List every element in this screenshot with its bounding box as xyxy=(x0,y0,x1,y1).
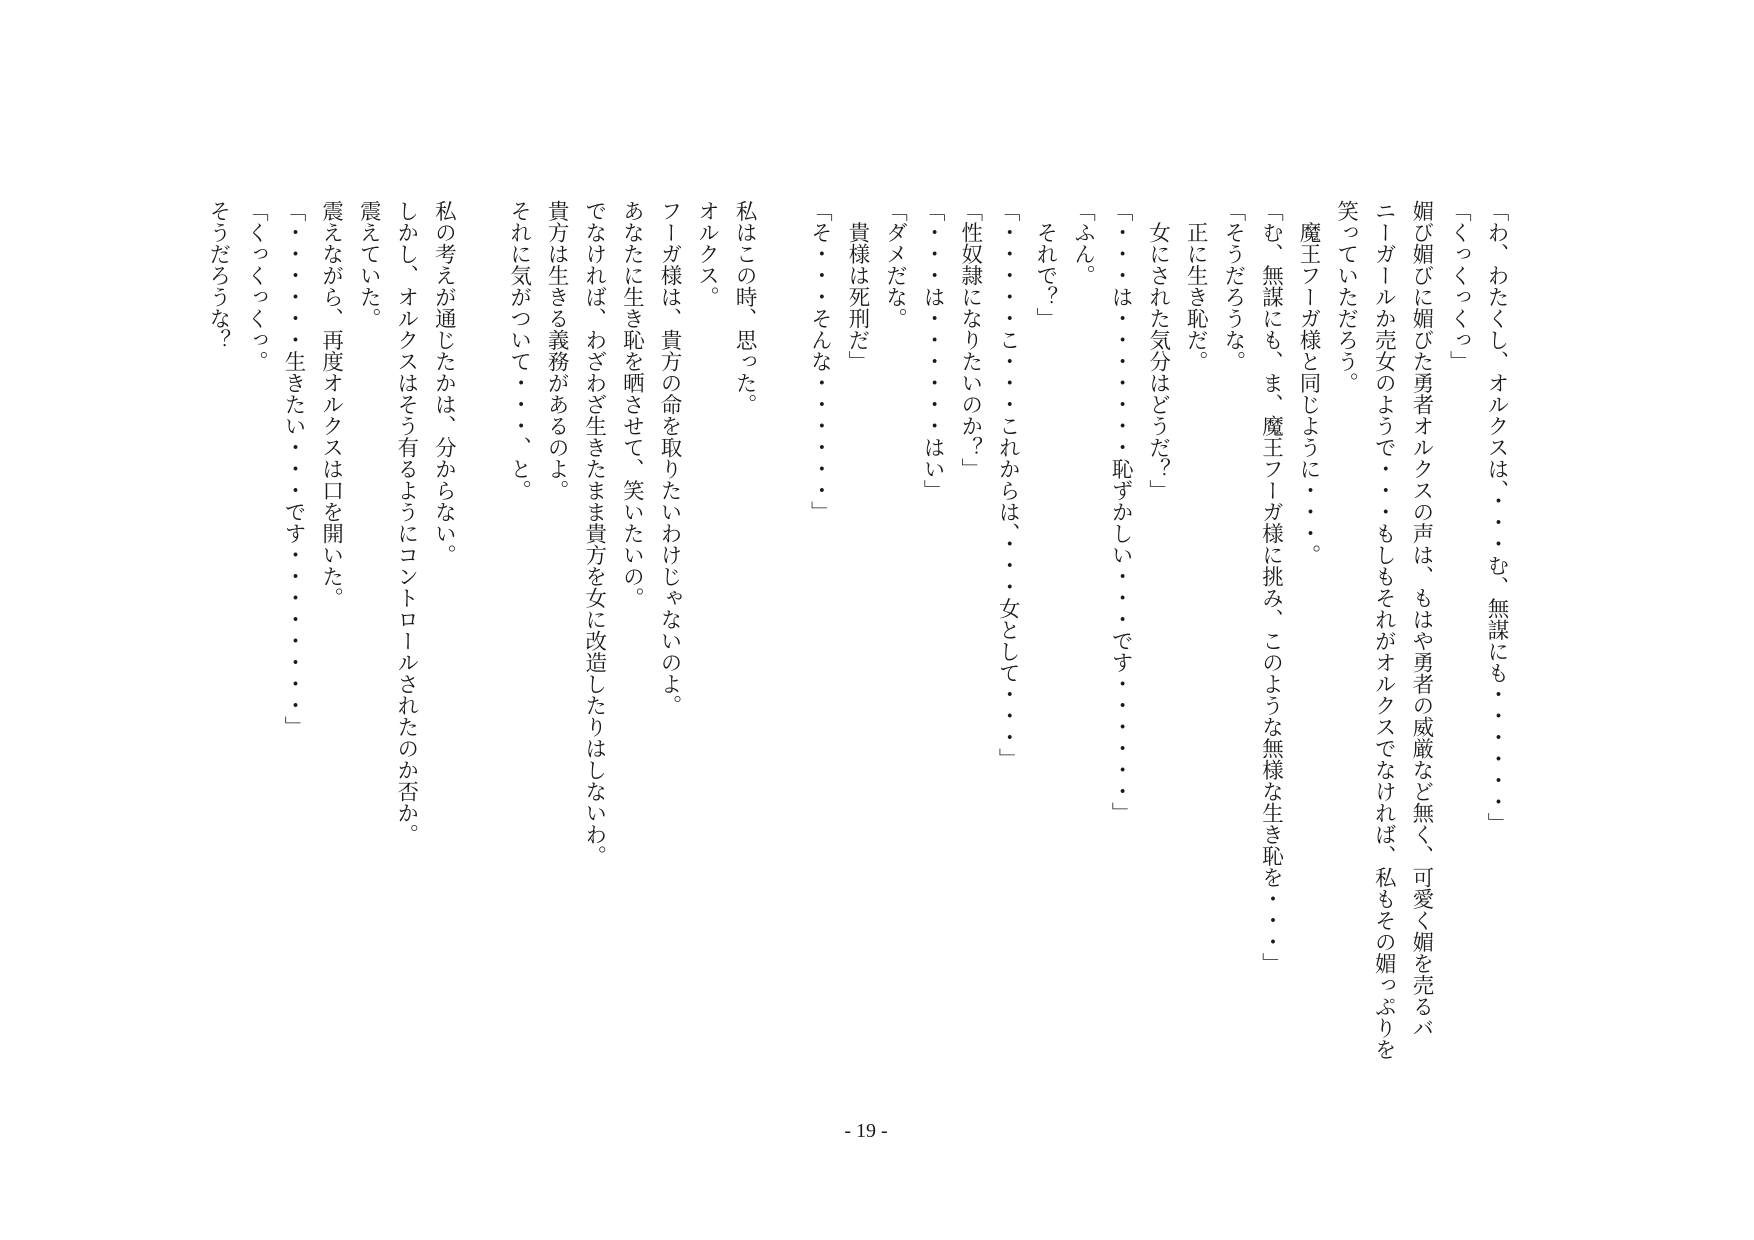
page-number: - 19 - xyxy=(844,1120,888,1142)
text-line: それで？」 xyxy=(1032,200,1058,329)
text-line: 貴様は死刑だ」 xyxy=(844,200,870,372)
text-line: それに気がついて・・・、と。 xyxy=(506,200,532,501)
text-line: 「・・・・・・生きたい・・・です・・・・・・・・」 xyxy=(281,200,306,738)
text-line: 「そ・・・そんな・・・・・・」 xyxy=(807,200,833,523)
text-line: 「ふん。 xyxy=(1070,200,1096,286)
text-line xyxy=(763,200,801,1100)
text-line: 女にされた気分はどうだ？」 xyxy=(1145,200,1171,501)
text-line: 「・・・は・・・・・・・恥ずかしい・・・です・・・・・・」 xyxy=(1108,200,1134,824)
text-line: でなければ、わざわざ生きたまま貴方を女に改造したりはしないわ。 xyxy=(581,200,607,867)
text-line: 「・・・・・こ・・・これからは、・・・女として・・・」 xyxy=(995,200,1021,770)
text-line: 「ダメだな。 xyxy=(882,200,908,329)
text-line: ニーガールか売女のようで・・・もしもそれがオルクスでなければ、私もその媚っぷりを xyxy=(1371,200,1397,1060)
text-line xyxy=(462,200,500,1100)
text-line: 媚び媚びに媚びた勇者オルクスの声は、もはや勇者の威厳など無く、可愛く媚を売るバ xyxy=(1408,200,1434,1039)
text-line: しかし、オルクスはそう有るようにコントロールされたのか否か。 xyxy=(393,200,419,845)
text-line: 震えながら、再度オルクスは口を開いた。 xyxy=(318,200,344,609)
text-line: 「性奴隷になりたいのか？」 xyxy=(957,200,983,480)
text-line: 「くっくっくっ」 xyxy=(1446,200,1472,372)
text-line: 「む、無謀にも、ま、魔王フーガ様に挑み、このような無様な生き恥を・・・」 xyxy=(1258,200,1284,974)
text-line: 「そうだろうな。 xyxy=(1220,200,1246,372)
text-line: 正に生き恥だ。 xyxy=(1183,200,1209,372)
text-line: そうだろうな？ xyxy=(205,200,231,351)
text-line: 魔王フーガ様と同じように・・・。 xyxy=(1296,200,1322,566)
vertical-text-body xyxy=(199,200,1515,1100)
text-line: 笑っていただろう。 xyxy=(1333,200,1359,394)
text-line: 私の考えが通じたかは、分からない。 xyxy=(431,200,457,566)
text-line: 「くっくっくっ。 xyxy=(243,200,269,372)
text-line: 私はこの時、思った。 xyxy=(732,200,758,415)
text-line: オルクス。 xyxy=(694,200,720,308)
text-line: あなたに生き恥を晒させて、笑いたいの。 xyxy=(619,200,645,609)
text-line: 「わ、わたくし、オルクスは、・・・む、無謀にも・・・・・・」 xyxy=(1484,200,1509,835)
text-line: 震えていた。 xyxy=(356,200,382,329)
text-line: フーガ様は、貴方の命を取りたいわけじゃないのよ。 xyxy=(656,200,682,716)
text-line: 「・・・は・・・・・・はい」 xyxy=(920,200,946,501)
text-line: 貴方は生きる義務があるのよ。 xyxy=(544,200,570,501)
